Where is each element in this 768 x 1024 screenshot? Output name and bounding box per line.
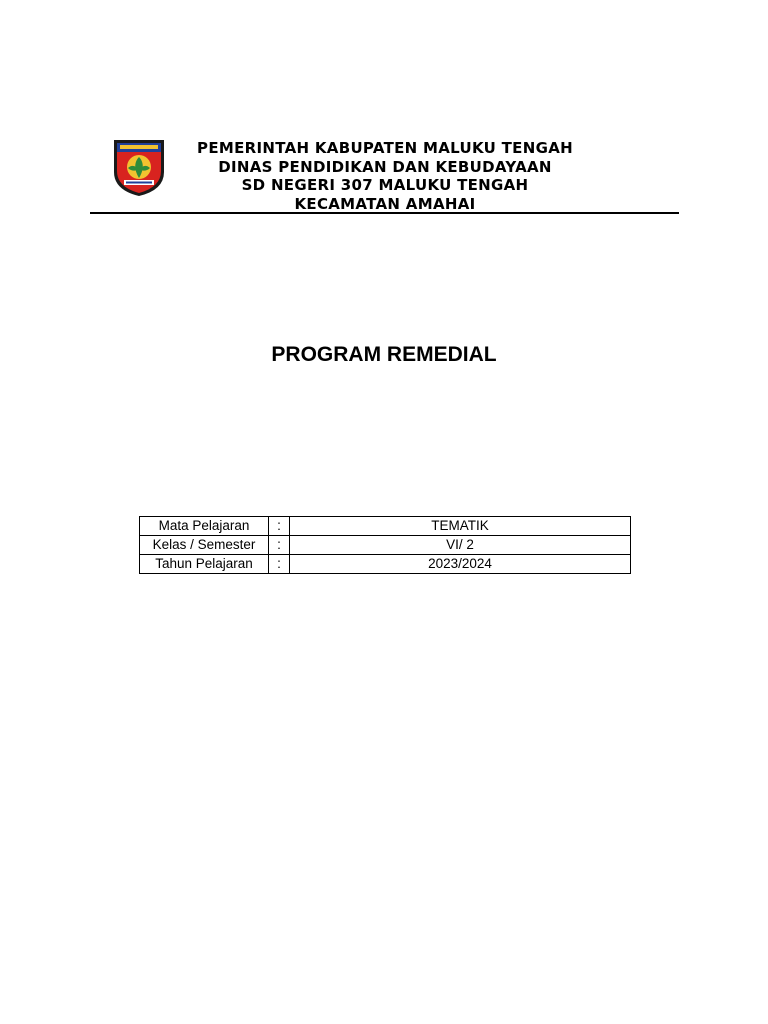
table-row — [140, 555, 631, 574]
row-label: Tahun Pelajaran — [140, 555, 269, 574]
row-label: Mata Pelajaran — [140, 517, 269, 536]
row-separator: : — [269, 536, 290, 555]
letterhead-government-line: PEMERINTAH KABUPATEN MALUKU TENGAH — [197, 139, 573, 157]
row-value: 2023/2024 — [290, 555, 631, 574]
table-row — [140, 536, 631, 555]
document-title: PROGRAM REMEDIAL — [271, 343, 497, 366]
letterhead — [160, 139, 610, 213]
letterhead-district-line: KECAMATAN AMAHAI — [294, 194, 476, 213]
regency-crest-icon — [112, 138, 166, 198]
letterhead-divider — [90, 212, 679, 214]
row-value: TEMATIK — [290, 517, 631, 536]
letterhead-school-line: SD NEGERI 307 MALUKU TENGAH — [241, 176, 529, 194]
table-row — [140, 517, 631, 536]
row-separator: : — [269, 555, 290, 574]
row-value: VI/ 2 — [290, 536, 631, 555]
row-separator: : — [269, 517, 290, 536]
row-label: Kelas / Semester — [140, 536, 269, 555]
info-table — [139, 516, 631, 574]
letterhead-office-line: DINAS PENDIDIKAN DAN KEBUDAYAAN — [218, 157, 552, 176]
